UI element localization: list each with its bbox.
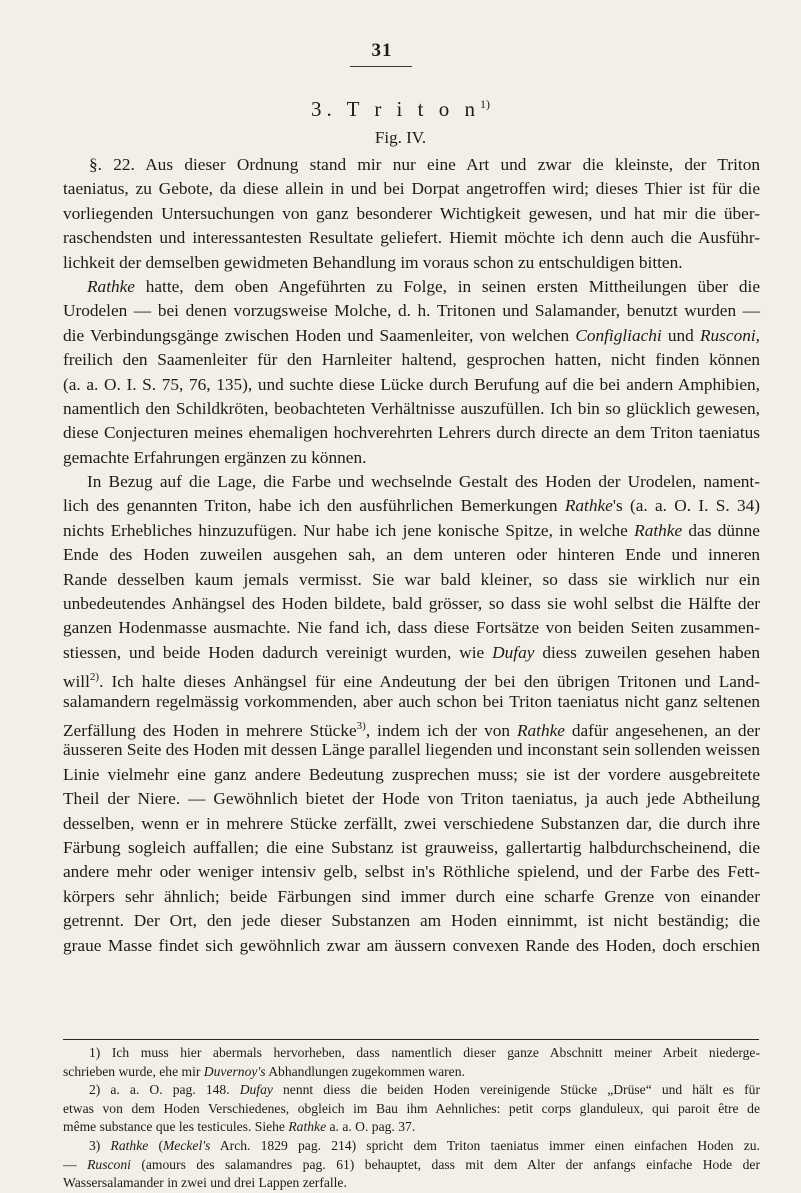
text-line: vorliegenden Untersuchungen von ganz besonderer Wichtigkeit gewesen, und hat mir die über- <box>63 203 760 223</box>
page-number-rule <box>350 66 412 67</box>
footnote-line: — Rusconi (amours des salamandres pag. 61) behauptet, dass mit dem Alter der anfangs einfache Hode der <box>63 1156 760 1172</box>
text-line: freilich den Saamenleiter für den Harnleiter haltend, gesprochen hatten, nicht finden können <box>63 350 760 370</box>
footnote-line: Wassersalamander in zwei und drei Lappen zerfalle. <box>63 1175 347 1191</box>
figure-reference: Fig. IV. <box>374 128 427 147</box>
text-line: Ende des Hoden zuweilen ausgehen sah, an dem unteren oder hinteren Ende und inneren <box>63 545 760 565</box>
body-text <box>63 153 760 958</box>
text-line: nichts Erhebliches hinzuzufügen. Nur habe ich jene konische Spitze, in welche Rathke das dünne <box>63 520 760 540</box>
text-line: körpers sehr ähnlich; beide Färbungen sind immer durch eine scharfe Grenze von einander <box>63 886 760 906</box>
text-line: namentlich den Schildkröten, beobachteten Verhältnisse auszufüllen. Ich bin so glücklich gewesen, <box>63 398 760 418</box>
text-line: äusseren Seite des Hoden mit dessen Länge parallel liegenden und inconstant sein sollenden weissen <box>63 740 760 760</box>
text-line: lich des genannten Triton, habe ich den ausführlichen Bemerkungen Rathke's (a. a. O. I. S. 34) <box>63 496 761 516</box>
section-heading <box>0 97 801 122</box>
footnote-line: schrieben wurde, ehe mir Duvernoy's Abhandlungen zugekommen waren. <box>63 1063 465 1079</box>
footnote-line: 2) a. a. O. pag. 148. Dufay nennt diess die beiden Hoden vereinigende Stücke „Drüse“ und hält es für <box>89 1082 760 1098</box>
footnote-line: même substance que les testicules. Siehe Rathke a. a. O. pag. 37. <box>63 1119 416 1135</box>
text-line: getrennt. Der Ort, den jede dieser Substanzen am Hoden einnimmt, ist nicht beständig; die <box>63 911 760 931</box>
page-number: 31 <box>371 40 393 61</box>
text-line: Rande desselben kaum jemals vermisst. Sie war bald kleiner, so dass sie wirklich nur ein <box>63 569 760 589</box>
text-line: Färbung sogleich auffallen; die eine Substanz ist grauweiss, gallertartig halbdurchscheinend, die <box>63 837 760 857</box>
text-line: Urodelen — bei denen vorzugsweise Molche, d. h. Tritonen und Salamander, benutzt wurden — <box>63 301 760 321</box>
text-line: Zerfällung des Hoden in mehrere Stücke$^{3)}$, indem ich der von Rathke dafür angesehenen, an der <box>63 719 760 740</box>
text-line: diese Conjecturen meines ehemaligen hochverehrten Lehrers durch directe an dem Triton taeniatus <box>63 423 760 443</box>
footnote-line: 3) Rathke (Meckel's Arch. 1829 pag. 214) spricht dem Triton taeniatus immer einen einfachen Hoden zu. <box>89 1137 760 1153</box>
text-line: desselben, wenn er in mehrere Stücke zerfällt, zwei verschiedene Substanzen dar, die durch ihre <box>63 813 760 833</box>
footnotes <box>63 1044 760 1193</box>
text-line: Theil der Niere. — Gewöhnlich bietet der Hode von Triton taeniatus, ja auch jede Abtheilung <box>63 789 760 809</box>
text-line: will$^{2)}$. Ich halte dieses Anhängsel für eine Andeutung der bei den übrigen Tritonen und Land- <box>63 671 760 691</box>
text-line: salamandern regelmässig vorkommenden, aber auch schon bei Triton taeniatus nicht ganz seltenen <box>63 691 760 711</box>
heading-footnote-marker: 1) <box>479 97 490 111</box>
text-line: §. 22. Aus dieser Ordnung stand mir nur eine Art und zwar die kleinste, der Triton <box>89 155 760 174</box>
text-line: Rathke hatte, dem oben Angeführten zu Folge, in seinen ersten Mittheilungen über die <box>87 276 760 296</box>
text-line: Linie vielmehr eine ganz andere Bedeutung zusprechen muss; sie ist der vordere ausgebreitete <box>63 764 760 784</box>
footnote-divider <box>63 1039 759 1040</box>
text-line: stiessen, und beide Hoden dadurch vereinigt wurden, wie Dufay diess zuweilen gesehen haben <box>63 642 760 662</box>
text-line: In Bezug auf die Lage, die Farbe und wechselnde Gestalt des Hoden der Urodelen, nament- <box>87 472 760 492</box>
text-line: die Verbindungsgänge zwischen Hoden und Saamenleiter, von welchen Configliachi und Rusconi, <box>63 325 760 345</box>
text-line: ganzen Hodenmasse ausmachte. Nie fand ich, dass diese Fortsätze von beiden Seiten zusammen- <box>63 618 760 638</box>
text-line: raschendsten und interessantesten Resultate geliefert. Hiemit möchte ich denn auch die Ausführ- <box>63 228 760 248</box>
section-heading-text: 3. T r i t o n <box>311 97 480 121</box>
text-line: (a. a. O. I. S. 75, 76, 135), und suchte diese Lücke durch Berufung auf die bei andern Amphibien, <box>63 374 760 394</box>
footnote-line: 1) Ich muss hier abermals hervorheben, dass namentlich dieser ganze Abschnitt meiner Arbeit niederge- <box>89 1045 760 1060</box>
text-line: andere mehr oder weniger intensiv gelb, selbst in's Röthliche spielend, und der Farbe des Fett- <box>63 862 760 882</box>
text-line: graue Masse findet sich gewöhnlich zwar am äussern convexen Rande des Hoden, doch erschien <box>63 935 760 955</box>
text-line: gemachte Erfahrungen ergänzen zu können. <box>63 447 367 467</box>
text-line: unbedeutendes Anhängsel des Hoden bildete, bald grösser, so dass sie wohl selbst die Hälfte der <box>63 594 760 614</box>
footnote-line: etwas von dem Hoden Verschiedenes, obgleich im Bau ihm Aehnliches: petit corps glanduleux, qui paroit être de <box>63 1100 760 1116</box>
text-line: taeniatus, zu Gebote, da diese allein in und bei Dorpat angetroffen wird; dieses Thier ist für die <box>63 179 760 199</box>
text-line: lichkeit der demselben gewidmeten Behandlung im voraus schon zu entschuldigen bitten. <box>63 252 683 272</box>
